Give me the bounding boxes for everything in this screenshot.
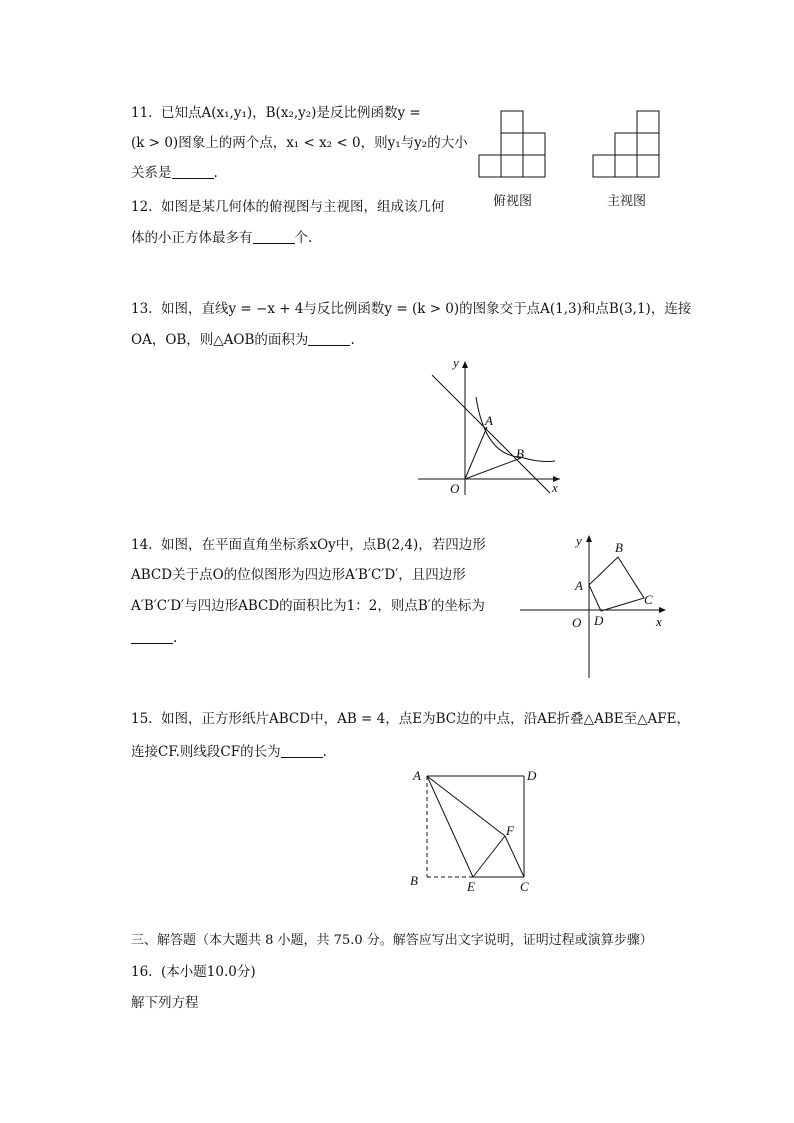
label-D: D — [594, 613, 604, 628]
q16-score: (本小题10.0分) — [161, 964, 256, 980]
segment-OA — [465, 427, 487, 479]
segment-EF — [473, 836, 505, 877]
label-D: D — [527, 768, 537, 783]
q14-line3: A′B′C′D′与四边形ABCD的面积比为1：2，则点B′的坐标为 — [131, 598, 485, 614]
front-view-cell — [637, 133, 659, 155]
label-C: C — [520, 879, 529, 894]
q11-text-line3: 关系是 — [131, 165, 172, 181]
q16-instruction: 解下列方程 — [131, 995, 199, 1011]
q11-line1 — [131, 104, 421, 122]
label-B: B — [516, 446, 524, 461]
line-y-neg-x-plus-4 — [432, 375, 550, 493]
q13-line1 — [131, 300, 691, 318]
q14-answer-blank — [131, 631, 173, 644]
q12-line2 — [131, 229, 312, 247]
views-figure — [470, 105, 670, 185]
q11-line3-end: . — [213, 165, 218, 181]
top-view-caption: 俯视图 — [493, 194, 533, 209]
label-x: x — [656, 614, 662, 629]
q16-line1 — [131, 963, 256, 981]
q15-number: 15. — [131, 711, 153, 727]
q13-line2-end: . — [350, 332, 355, 348]
q15-text-line2: 连接CF.则线段CF的长为 — [131, 744, 281, 760]
label-O: O — [450, 481, 460, 496]
q12-text-line1: 如图是某几何体的俯视图与主视图，组成该几何 — [161, 199, 445, 215]
front-view-cell — [637, 155, 659, 177]
q12-line2-end: 个. — [294, 230, 313, 246]
label-E: E — [467, 879, 475, 894]
top-view-cell — [501, 133, 523, 155]
q14-line1 — [131, 536, 486, 554]
q15-line1 — [131, 710, 690, 728]
label-y: y — [453, 355, 459, 370]
q14-line4 — [131, 629, 177, 647]
q14-number: 14. — [131, 537, 153, 553]
label-x: x — [552, 480, 558, 495]
q13-number: 13. — [131, 301, 153, 317]
q12-line1 — [131, 198, 445, 216]
section3-title: 三、解答题（本大题共 8 小题，共 75.0 分。解答应写出文字说明，证明过程或演算步骤） — [131, 933, 653, 948]
front-view-cell — [637, 111, 659, 133]
q13-answer-blank — [308, 333, 350, 346]
q14-figure — [515, 530, 675, 680]
q11-line3 — [131, 164, 218, 182]
q13-line2 — [131, 331, 355, 349]
label-A: A — [413, 768, 421, 783]
y-axis-arrow — [462, 361, 468, 368]
q11-number: 11. — [131, 105, 153, 121]
x-axis-arrow — [659, 607, 666, 613]
q15-text-line1: 如图，正方形纸片ABCD中，AB = 4，点E为BC边的中点，沿AE折叠△ABE至△AFE， — [161, 711, 690, 727]
label-B: B — [410, 873, 418, 888]
q13-figure — [410, 355, 570, 500]
q15-line2-end: . — [322, 744, 327, 760]
q11-answer-blank — [172, 166, 214, 179]
segment-CF — [505, 836, 524, 877]
q15-figure — [400, 762, 550, 897]
label-A: A — [575, 578, 583, 593]
q13-text-line1: 如图，直线y = −x + 4与反比例函数y = (k > 0)的图象交于点A(1,3)和点B(3,1)，连接 — [161, 301, 692, 317]
label-F: F — [506, 823, 514, 838]
front-view-cell — [615, 155, 637, 177]
q11-text-line1: 已知点A(x₁,y₁)，B(x₂,y₂)是反比例函数y = — [161, 105, 421, 121]
top-view-cell — [501, 155, 523, 177]
q11-line2: (k > 0)图象上的两个点，x₁ < x₂ < 0，则y₁与y₂的大小 — [131, 135, 468, 151]
q14-text-line1: 如图，在平面直角坐标系xOy中，点B(2,4)，若四边形 — [161, 537, 486, 553]
q14-line4-end: . — [173, 630, 178, 646]
label-y: y — [576, 533, 582, 548]
y-axis-arrow — [586, 535, 592, 542]
front-view-cell — [615, 133, 637, 155]
quadrilateral-ABCD — [589, 557, 644, 611]
top-view-cell — [523, 155, 545, 177]
segment-AE — [427, 776, 473, 877]
q12-answer-blank — [253, 231, 295, 244]
q12-text-line2: 体的小正方体最多有 — [131, 230, 253, 246]
q15-line2 — [131, 743, 327, 761]
label-B: B — [615, 540, 623, 555]
q14-line2: ABCD关于点O的位似图形为四边形A′B′C′D′，且四边形 — [131, 567, 466, 583]
front-view-cell — [593, 155, 615, 177]
label-O: O — [572, 615, 582, 630]
segment-AF — [427, 776, 505, 836]
label-A: A — [485, 413, 493, 428]
q12-number: 12. — [131, 199, 153, 215]
top-view-cell — [479, 155, 501, 177]
top-view-cell — [523, 133, 545, 155]
q15-answer-blank — [281, 745, 323, 758]
front-view-caption: 主视图 — [607, 194, 647, 209]
q16-number: 16. — [131, 964, 153, 980]
segment-OB — [465, 458, 521, 479]
q13-text-line2: OA，OB，则△AOB的面积为 — [131, 332, 309, 348]
top-view-cell — [501, 111, 523, 133]
label-C: C — [644, 592, 653, 607]
